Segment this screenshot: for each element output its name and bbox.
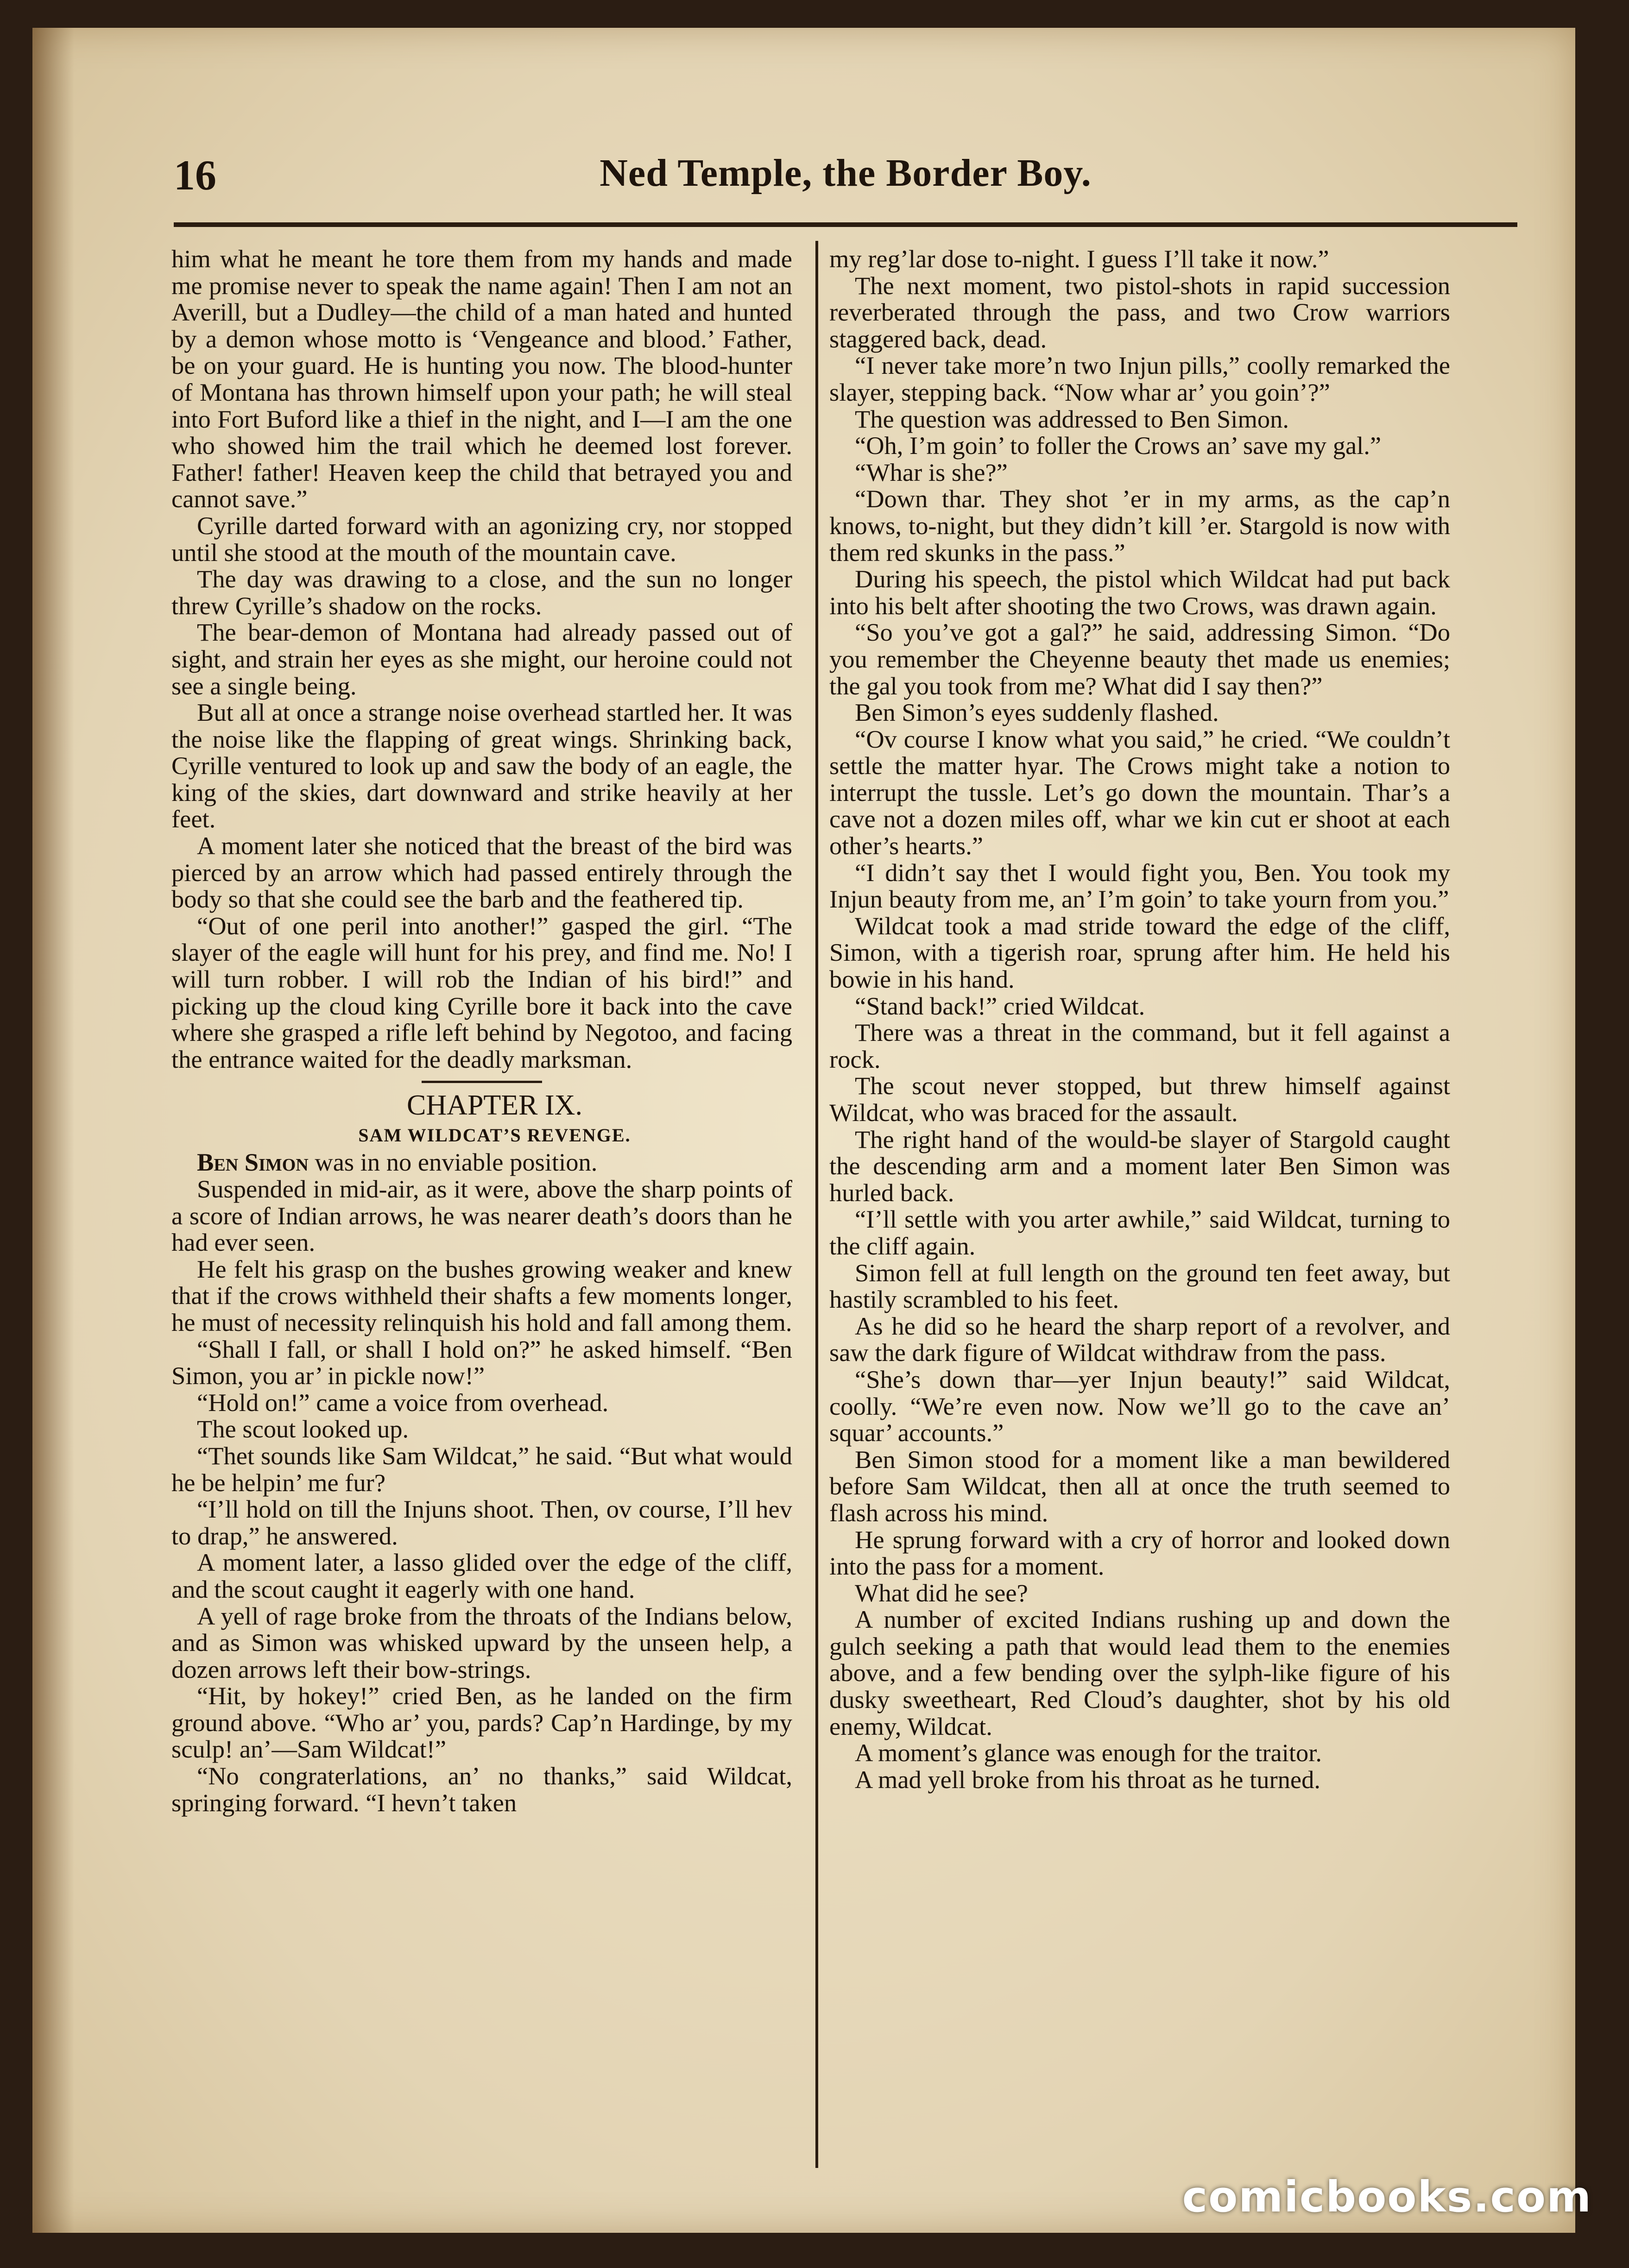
paragraph: “Thet sounds like Sam Wildcat,” he said. “But what would he be helpin’ me fur? <box>171 1441 792 1497</box>
paragraph: “Hold on!” came a voice from overhead. <box>197 1388 609 1417</box>
chapter-lead-paragraph <box>171 1149 792 1176</box>
lead-rest: was in no enviable position. <box>308 1148 598 1177</box>
paragraph: A moment later she noticed that the breast of the bird was pierced by an arrow which had passed entirely through the body so that she could see the barb and the feathered tip. <box>171 832 792 914</box>
page-header <box>174 151 1517 211</box>
paragraph: During his speech, the pistol which Wildcat had put back into his belt after shooting the two Crows, was drawn again. <box>829 565 1450 620</box>
header-rule <box>174 222 1517 227</box>
right-column <box>829 246 1450 2163</box>
page-number: 16 <box>174 151 216 199</box>
paragraph: The right hand of the would-be slayer of Stargold caught the descending arm and a moment later Ben Simon was hurled back. <box>829 1125 1450 1207</box>
paragraph: But all at once a strange noise overhead startled her. It was the noise like the flapping of great wings. Shrinking back, Cyrille ventured to look up and saw the body of an eagle, the king of the skies, dart downward and strike heavily at her feet. <box>171 698 792 833</box>
paragraph: “Whar is she?” <box>855 458 1008 486</box>
paragraph: “Shall I fall, or shall I hold on?” he asked himself. “Ben Simon, you ar’ in pickle now!” <box>171 1335 792 1390</box>
paragraph: The scout looked up. <box>197 1415 409 1443</box>
paragraph: The question was addressed to Ben Simon. <box>855 404 1289 433</box>
book-page <box>32 28 1575 2233</box>
paragraph: him what he meant he tore them from my hands and made me promise never to speak the name again! Then I am not an Averill, but a Dudley—the child of a man hated and hunted by a demon whose motto is ‘Vengeance and blood.’ Father, be on your guard. He is hunting you now. The blood-hunter of Montana has thrown himself upon your path; he will steal into Fort Buford like a thief in the night, and I—I am the one who showed him the trail which he deemed lost forever. Father! father! Heaven keep the child that betrayed you and cannot save.” <box>171 246 792 513</box>
paragraph: “Down thar. They shot ’er in my arms, as the cap’n knows, to-night, but they didn’t kill ’er. Stargold is now with them red skunks in the pass.” <box>829 485 1450 567</box>
paragraph: “I’ll settle with you arter awhile,” said Wildcat, turning to the cliff again. <box>829 1205 1450 1260</box>
paragraph: “I didn’t say thet I would fight you, Ben. You took my Injun beauty from me, an’ I’m goin’ to take yourn from you.” <box>829 858 1450 914</box>
paragraph: A number of excited Indians rushing up and down the gulch seeking a path that would lead them to the enemies above, and a few bending over the sylph-like figure of his dusky sweetheart, Red Cloud’s daughter, shot by his old enemy, Wildcat. <box>829 1605 1450 1740</box>
paragraph: Suspended in mid-air, as it were, above the sharp points of a score of Indian arrows, he was nearer death’s doors than he had ever seen. <box>171 1175 792 1257</box>
paragraph: “She’s down thar—yer Injun beauty!” said Wildcat, coolly. “We’re even now. Now we’ll go to the cave an’ squar’ accounts.” <box>829 1365 1450 1447</box>
paragraph: Cyrille darted forward with an agonizing cry, nor stopped until she stood at the mouth of the mountain cave. <box>171 511 792 567</box>
paragraph: “Ov course I know what you said,” he cried. “We couldn’t settle the matter hyar. The Crows might take a notion to interrupt the tussle. Let’s go down the mountain. Thar’s a cave not a dozen miles off, whar we kin cut er shoot at each other’s hearts.” <box>829 724 1450 860</box>
watermark-text: comicbooks.com <box>1182 2172 1592 2222</box>
paragraph: As he did so he heard the sharp report of a revolver, and saw the dark figure of Wildcat withdraw from the pass. <box>829 1311 1450 1367</box>
left-column <box>171 246 792 2163</box>
paragraph: “So you’ve got a gal?” he said, addressing Simon. “Do you remember the Cheyenne beauty thet made us enemies; the gal you took from me? What did I say then?” <box>829 618 1450 700</box>
chapter-title: CHAPTER IX. <box>407 1090 582 1121</box>
spine-shadow <box>32 28 74 2233</box>
paragraph: A mad yell broke from his throat as he turned. <box>855 1765 1320 1794</box>
paragraph: “Hit, by hokey!” cried Ben, as he landed on the firm ground above. “Who ar’ you, pards? Cap’n Hardinge, by my sculp! an’—Sam Wildcat!” <box>171 1682 792 1764</box>
paragraph: my reg’lar dose to-night. I guess I’ll take it now.” <box>829 246 1329 273</box>
lead-name: Ben Simon <box>197 1148 309 1177</box>
paragraph: Simon fell at full length on the ground ten feet away, but hastily scrambled to his feet. <box>829 1258 1450 1314</box>
paragraph: “I never take more’n two Injun pills,” coolly remarked the slayer, stepping back. “Now whar ar’ you goin’?” <box>829 351 1450 406</box>
paragraph: What did he see? <box>855 1578 1028 1607</box>
paragraph: “I’ll hold on till the Injuns shoot. Then, ov course, I’ll hev to drap,” he answered. <box>171 1495 792 1550</box>
paragraph: “Oh, I’m goin’ to foller the Crows an’ save my gal.” <box>855 431 1382 460</box>
paragraph: The scout never stopped, but threw himself against Wildcat, who was braced for the assault. <box>829 1071 1450 1127</box>
column-divider <box>815 241 818 2168</box>
paragraph: He sprung forward with a cry of horror and looked down into the pass for a moment. <box>829 1525 1450 1581</box>
paragraph: Ben Simon stood for a moment like a man bewildered before Sam Wildcat, then all at once the truth seemed to flash across his mind. <box>829 1445 1450 1527</box>
running-title: Ned Temple, the Border Boy. <box>600 151 1092 195</box>
paragraph: A moment later, a lasso glided over the edge of the cliff, and the scout caught it eagerly with one hand. <box>171 1548 792 1603</box>
paragraph: A moment’s glance was enough for the traitor. <box>855 1739 1322 1767</box>
chapter-divider <box>422 1081 542 1083</box>
paragraph: The next moment, two pistol-shots in rapid succession reverberated through the pass, and two Crow warriors staggered back, dead. <box>829 271 1450 353</box>
paragraph: The bear-demon of Montana had already passed out of sight, and strain her eyes as she might, our heroine could not see a single being. <box>171 618 792 700</box>
paragraph: “Out of one peril into another!” gasped the girl. “The slayer of the eagle will hunt for his prey, and find me. No! I will turn robber. I will rob the Indian of his bird!” and picking up the cloud king Cyrille bore it back into the cave where she grasped a rifle left behind by Negotoo, and facing the entrance waited for the deadly marksman. <box>171 911 792 1073</box>
paragraph: He felt his grasp on the bushes growing weaker and knew that if the crows withheld their shafts a few moments longer, he must of necessity relinquish his hold and fall among them. <box>171 1254 792 1336</box>
paragraph: “No congraterlations, an’ no thanks,” said Wildcat, springing forward. “I hevn’t taken <box>171 1762 792 1817</box>
paragraph: Ben Simon’s eyes suddenly flashed. <box>855 698 1219 727</box>
paragraph: The day was drawing to a close, and the sun no longer threw Cyrille’s shadow on the rocks. <box>171 565 792 620</box>
paragraph: “Stand back!” cried Wildcat. <box>855 991 1145 1020</box>
paragraph: There was a threat in the command, but it fell against a rock. <box>829 1018 1450 1073</box>
paragraph: A yell of rage broke from the throats of the Indians below, and as Simon was whisked upward by the unseen help, a dozen arrows left their bow-strings. <box>171 1601 792 1683</box>
chapter-subtitle: SAM WILDCAT’S REVENGE. <box>358 1125 631 1146</box>
paragraph: Wildcat took a mad stride toward the edge of the cliff, Simon, with a tigerish roar, sprung after him. He held his bowie in his hand. <box>829 911 1450 994</box>
